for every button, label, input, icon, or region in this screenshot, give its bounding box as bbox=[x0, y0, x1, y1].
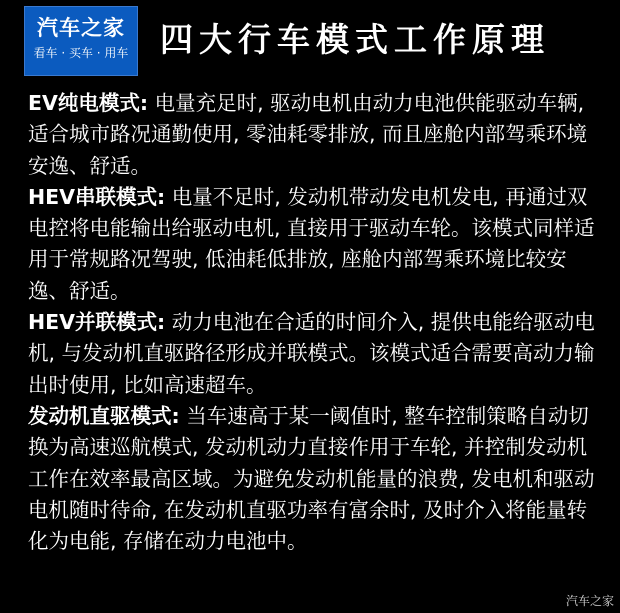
mode-text: 电量不足时, 发动机带动发电机发电, 再通过双电控将电能输出给驱动电机, 直接用于驱动车轮。该模式同样适用于常规路况驾驶, 低油耗低排放, 座舱内部驾乘环境比较安逸、舒适。 bbox=[28, 184, 595, 303]
mode-text: 电量充足时, 驱动电机由动力电池供能驱动车辆, 适合城市路况通勤使用, 零油耗零排放, 而且座舱内部驾乘环境安逸、舒适。 bbox=[28, 91, 588, 178]
logo-main-text: 汽车之家 bbox=[37, 16, 125, 40]
mode-title: HEV并联模式: bbox=[28, 310, 166, 335]
mode-title: EV纯电模式: bbox=[28, 91, 149, 115]
mode-title: 发动机直驱模式: bbox=[28, 403, 180, 428]
mode-hev-series bbox=[28, 182, 598, 307]
mode-text: 当车速高于某一阈值时, 整车控制策略自动切换为高速巡航模式, 发动机动力直接作用于车轮, 并控制发动机工作在效率最高区域。为避免发动机能量的浪费, 发电机和驱动电机随时待命, 在发动机直驱功率有富余时, 及时介入将能量转化为电能, 存储在动力电池中。 bbox=[28, 403, 595, 554]
watermark: 汽车之家 bbox=[565, 594, 614, 608]
autohome-logo bbox=[24, 6, 138, 76]
mode-hev-parallel bbox=[28, 307, 598, 401]
banner-title: 四大行车模式工作原理 bbox=[160, 20, 550, 59]
mode-title: HEV串联模式: bbox=[28, 184, 166, 209]
mode-engine-direct bbox=[28, 401, 598, 557]
logo-tagline: 看车 · 买车 · 用车 bbox=[33, 46, 129, 60]
modes-description bbox=[28, 88, 598, 557]
mode-ev bbox=[28, 88, 598, 182]
mode-text: 动力电池在合适的时间介入, 提供电能给驱动电机, 与发动机直驱路径形成并联模式。该模式适合需要高动力输出时使用, 比如高速超车。 bbox=[28, 310, 595, 397]
